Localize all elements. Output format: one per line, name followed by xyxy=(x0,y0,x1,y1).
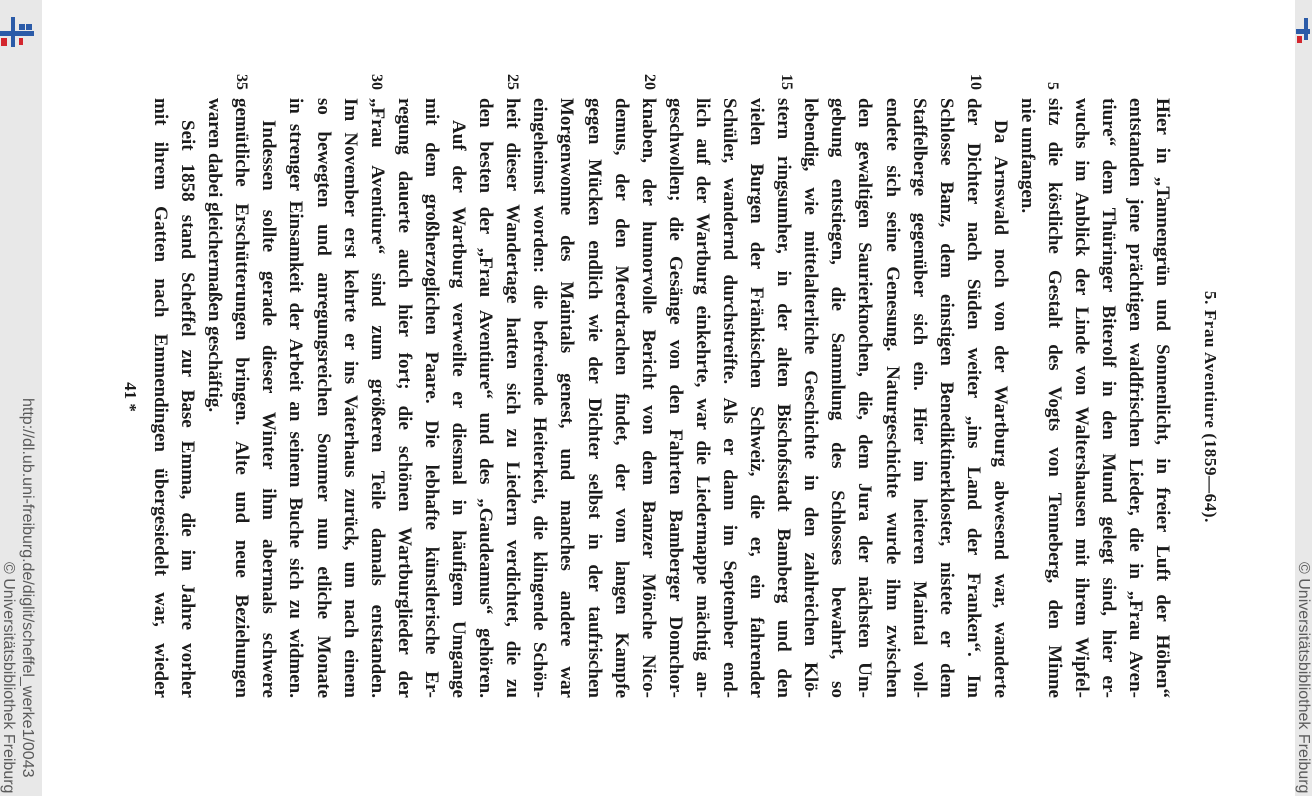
copyright-notice: © Universitätsbibliothek Freiburg xyxy=(1295,562,1312,794)
text-line: in strenger Einsamkeit der Arbeit an seinem Buche sich zu widmen. xyxy=(285,98,307,698)
text-line: stern ringsumher, in der alten Bischofsstadt Bamberg und den xyxy=(773,98,795,698)
text-line: regung dauerte auch hier fort; die schönen Wartburglieder der xyxy=(393,98,415,698)
text-line: den besten der „Frau Aventiure“ und des „Gaudeamus“ gehören. xyxy=(475,98,497,698)
page-number: 41 * xyxy=(121,382,140,412)
right-margin-strip xyxy=(1295,0,1310,796)
text-line: Schlosse Banz, dem einstigen Benediktinerkloster, nistete er dem xyxy=(935,98,957,698)
text-line: Da Arnswald noch von der Wartburg abwesend war, wanderte xyxy=(989,120,1011,698)
text-line: Schüler, wandernd durchstreifte. Als er dann im September end- xyxy=(719,98,740,698)
text-line: Morgenwonne des Maintals genest, und manches andere war xyxy=(556,98,578,698)
text-line: „Frau Aventiure“ sind zum größeren Teile damals entstanden. xyxy=(366,98,388,698)
text-line: tiure“ dem Thüringer Biterolf in den Mund gelegt sind, hier er- xyxy=(1098,98,1120,698)
text-line: geschwollen; die Gesänge von den Fahrten Bamberger Domchor- xyxy=(664,98,686,698)
text-line: mit ihrem Gatten nach Emmendingen übergesiedelt war, wieder xyxy=(150,98,172,698)
line-number: 30 xyxy=(368,74,385,90)
line-number: 10 xyxy=(967,74,984,90)
line-number: 25 xyxy=(504,74,521,90)
text-line: wuchs im Anblick der Linde von Waltershausen mit ihrem Wipfel- xyxy=(1071,98,1093,698)
text-line: vielen Burgen der Fränkischen Schweiz, die er, ein fahrender xyxy=(746,98,768,698)
text-line: gegen Mücken endlich wie der Dichter selbst in der taufrischen xyxy=(583,98,605,698)
text-line: Staffelberge gegenüber sich ein. Hier im heiteren Maintal voll- xyxy=(908,98,930,698)
text-line: sitz die köstliche Gestalt des Vogts von Tenneberg, den Minne xyxy=(1044,98,1066,698)
text-line: Seit 1858 stand Scheffel zur Base Emma, die im Jahre vorher xyxy=(177,120,199,698)
text-line: Im November erst kehrte er ins Vaterhaus zurück, um nach einem xyxy=(339,98,361,698)
text-line: Hier in „Tannengrün und Sonnenlicht, in freier Luft der Höhen“ xyxy=(1152,98,1174,698)
copyright-notice: © Universitätsbibliothek Freiburg xyxy=(0,562,17,794)
line-number: 20 xyxy=(641,74,658,90)
text-line: demus, der den Meerdrachen findet, der vom langen Kampfe xyxy=(610,98,632,698)
body-text xyxy=(147,98,1177,698)
text-line: den gewaltigen Saurierknochen, die, dem Jura der nächsten Um- xyxy=(854,98,876,698)
text-line: heit dieser Wandertage hatten sich zu Liedern verdichtet, die zu xyxy=(502,98,524,698)
text-line: eingeheimst worden: die befreiende Heiterkeit, die klingende Schön- xyxy=(529,98,551,698)
library-logo-icon xyxy=(0,14,36,50)
text-line: endete sich seine Genesung. Naturgeschichte wurde ihm zwischen xyxy=(881,98,903,698)
page-url: http://dl.ub.uni-freiburg.de/diglit/scheffel_werke1/0043 xyxy=(19,398,36,778)
book-page xyxy=(42,0,1295,796)
library-logo-icon xyxy=(1295,16,1310,44)
text-line: lich auf der Wartburg einkehrte, war die Liedermappe mächtig an- xyxy=(691,98,713,698)
text-line: der Dichter nach Süden weiter „ins Land der Franken“. Im xyxy=(962,98,984,698)
page-scan xyxy=(42,0,1295,796)
running-head: 5. Frau Aventiure (1859—64). xyxy=(1201,291,1220,523)
line-number: 35 xyxy=(233,74,250,90)
line-number: 5 xyxy=(1044,82,1061,90)
left-margin-strip xyxy=(0,0,42,796)
text-line: entstanden jene prächtigen waldfrischen Lieder, die in „Frau Aven- xyxy=(1125,98,1147,698)
text-line: gemütliche Erschütterungen bringen. Alte und neue Beziehungen xyxy=(231,98,253,698)
text-line: waren dabei gleichermaßen geschäftig. xyxy=(204,98,226,413)
text-line: so bewegten und anregungsreichen Sommer nun etliche Monate xyxy=(312,98,334,698)
text-line: mit dem großherzoglichen Paare. Die lebhafte künstlerische Er- xyxy=(420,98,442,698)
line-number: 15 xyxy=(778,74,795,90)
text-line: Indessen sollte gerade dieser Winter ihm abermals schwere xyxy=(258,120,280,698)
text-line: knaben, der humorvolle Bericht von dem Banzer Mönche Nico- xyxy=(637,98,659,698)
text-line: Auf der Wartburg verweilte er diesmal in häufigem Umgange xyxy=(448,120,470,698)
text-line: nie umfangen. xyxy=(1017,98,1039,214)
text-line: gebung entstiegen, die Sammlung des Schlosses bewahrt, so xyxy=(827,98,849,698)
text-line: lebendig, wie mittelalterliche Geschichte in den zahlreichen Klö- xyxy=(800,98,822,698)
